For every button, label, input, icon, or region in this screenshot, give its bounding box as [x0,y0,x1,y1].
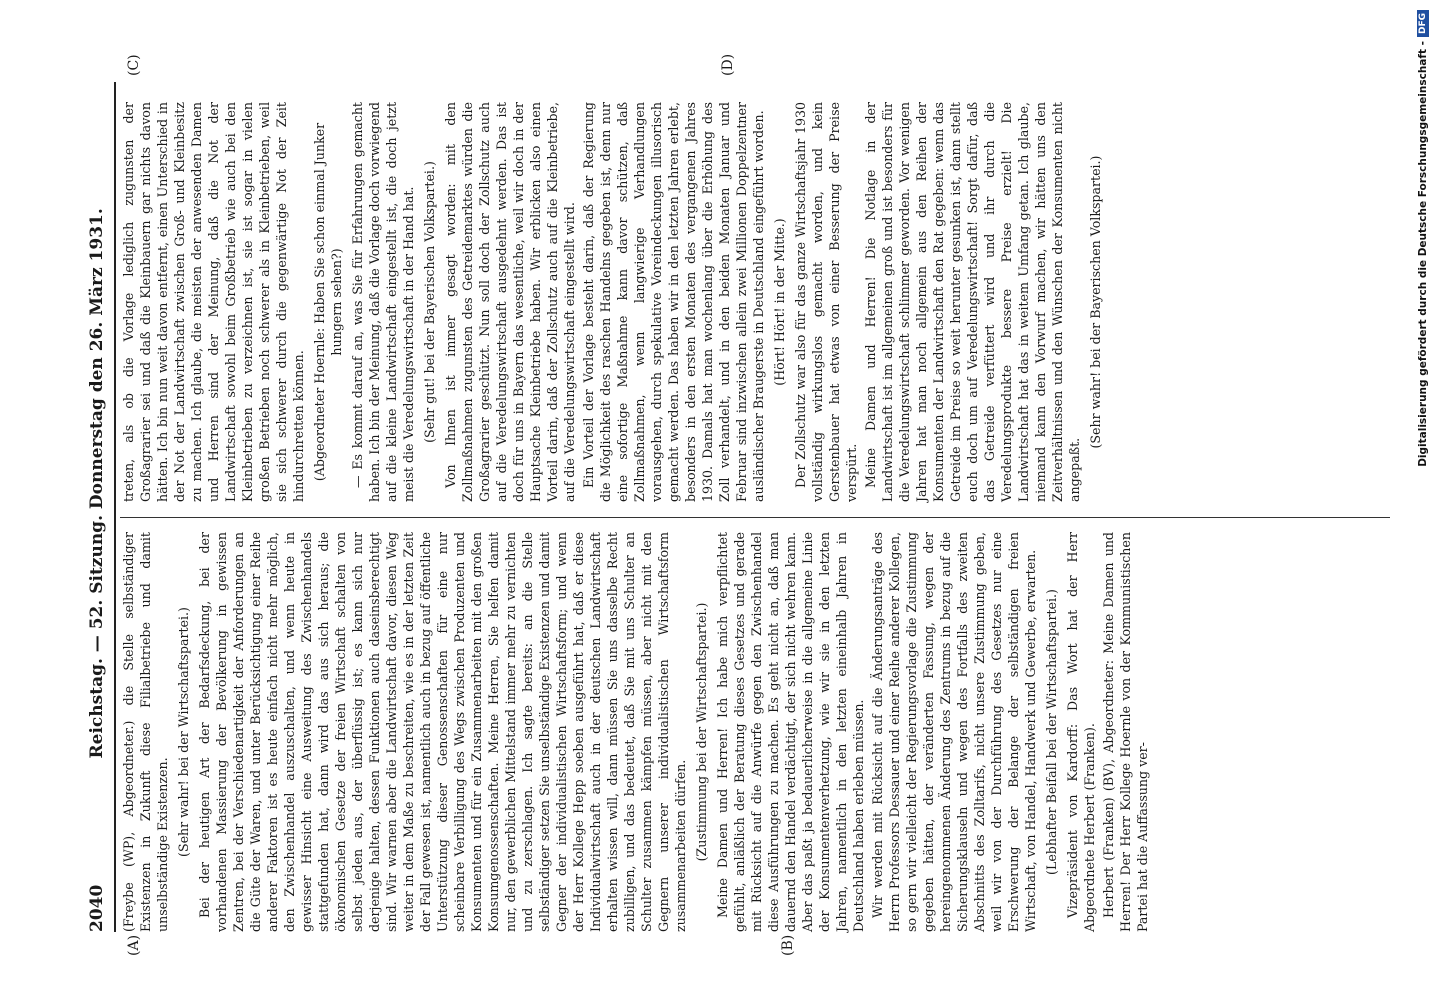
left-text-column [120,532,1153,932]
rotated-document-page [80,53,1400,956]
paragraph: Vizepräsident von Kardorff: Das Wort hat der Herr Abgeordnete Herbert (Franken). [1065,532,1097,932]
interjection: (Zustimmung bei der Wirtschaftspartei.) [694,602,709,862]
margin-marker-d: (D) [720,53,736,76]
column-divider [120,517,1390,518]
interjection: (Abgeordneter Hoernle: Haben Sie schon einmal Junker hungern sehen?) [312,122,344,482]
paragraph: Ein Vorteil der Vorlage besteht darin, daß der Regierung die Möglichkeit des raschen Handelns gegeben ist, denn nur eine sofortige Maßnahme kann davor schützen, daß Zollmaßnahmen, wenn langwierige Verhandlungen vorausgehen, durch spekulative Voreindeckungen illusorisch gemacht werden. Das haben wir in den letzten Jahren erlebt, besonders in den ersten Monaten des vergangenen Jahres 1930. Damals hat man wochenlang über die Erhöhung des Zoll verhandelt, und in den beiden Monaten Januar und Februar sind inzwischen allein zwei Millionen Doppelzentner ausländischer Braugerste in Deutschland eingeführt worden. [581,102,766,502]
interjection: (Lebhafter Beifall bei der Wirtschaftspartei.) [1044,589,1059,875]
page-number: 2040 [87,884,107,932]
running-header [80,82,116,932]
paragraph: Der Zollschutz war also für das ganze Wirtschaftsjahr 1930 vollständig wirkungslos gemacht worden, und kein Gerstenbauer hat etwas von einer Besserung der Preise verspürt. [793,102,859,502]
margin-marker-b: (B) [780,934,796,956]
paragraph: — Es kommt darauf an, was Sie für Erfahrungen gemacht haben. Ich bin der Meinung, daß die Vorlage doch vorwiegend auf die kleine Landwirtschaft eingestellt ist, die doch jetzt meist die Veredelungswirtschaft in der Hand hat. [350,102,416,502]
paragraph: treten, als ob die Vorlage lediglich zugunsten der Großagrarier sei und daß die Kleinbauern gar nichts davon hätten. Ich bin nun weit davon entfernt, einen Unterschied in der Not der Landwirtschaft zwischen Groß- und Kleinbesitz zu machen. Ich glaube, die meisten der anwesenden Damen und Herren sind der Meinung, daß die Not der Landwirtschaft sowohl beim Großbetrieb wie auch bei den Kleinbetrieben zu verzeichnen ist, sie ist sogar in vielen großen Betrieben noch schwerer als in Kleinbetrieben, weil sie sich schwerer durch die gegenwärtige Not der Zeit hindurchretten können. [121,102,306,502]
funding-notice [1412,10,1434,990]
funding-notice-text: Digitalisierung gefördert durch die Deutsche Forschungsgemeinschaft - [1417,41,1429,467]
margin-marker-c: (C) [126,54,142,76]
paragraph: (Freybe (WP), Abgeordneter.) die Stelle selbständiger Existenzen in Zukunft diese Filialbetriebe und damit unselbständige Existenzen. [121,532,170,932]
interjection: (Sehr wahr! bei der Wirtschaftspartei.) [176,607,191,857]
paragraph: Meine Damen und Herren! Ich habe mich verpflichtet gefühlt, anläßlich der Beratung dieses Gesetzes und gerade mit Rücksicht auf die Anwürfe gegen den Zwischenhandel diese Ausführungen zu machen. Es geht nicht an, daß man dauernd den Handel verdächtigt, der sich nicht wehren kann. Aber das paßt ja bedauerlicherweise in die allgemeine Linie der Konsumentenverhetzung, wie wir sie in den letzten Jahren, namentlich in den letzten eineinhalb Jahren in Deutschland haben erleben müssen. [715,532,866,932]
page-title: Reichstag. — 52. Sitzung. Donnerstag den 26. März 1931. [87,208,107,759]
right-text-column [120,102,1108,502]
paragraph: Von Ihnen ist immer gesagt worden: mit den Zollmaßnahmen zugunsten des Getreidemarktes würden die Großagrarier geschützt. Nun soll doch der Zollschutz auch auf die Veredelungswirtschaft ausgedehnt werden. Das ist doch für uns in Bayern das wesentliche, weil wir doch in der Hauptsache Kleinbetriebe haben. Wir erblicken also einen Vorteil darin, daß der Zollschutz auch auf die Kleinbetriebe, auf die Veredelungswirtschaft eingestellt wird. [443,102,577,502]
margin-marker-a: (A) [126,934,142,956]
interjection: (Sehr gut! bei der Bayerischen Volkspartei.) [422,161,437,443]
dfg-logo-icon: DFG [1417,10,1429,37]
paragraph: Bei der heutigen Art der Bedarfsdeckung, bei der vorhandenen Massierung der Bevölkerung in gewissen Zentren, bei der Verschiedenartigkeit der Anforderungen an die Güte der Waren, und unter Berücksichtigung einer Reihe anderer Faktoren ist es heute einfach nicht mehr möglich, den Zwischenhandel auszuschalten, und wenn heute in gewisser Hinsicht eine Ausweitung des Zwischenhandels stattgefunden hat, dann wird das aus sich heraus; die ökonomischen Gesetze der freien Wirtschaft schalten von selbst jeden aus, der überflüssig ist; es kann sich nur derjenige halten, dessen Funktionen auch daseinsberechtigt sind. Wir warnen aber die Landwirtschaft davor, diesen Weg weiter in dem Maße zu beschreiten, wie es in der letzten Zeit der Fall gewesen ist, namentlich auch in bezug auf öffentliche Unterstützung dieser Genossenschaften für eine nur scheinbare Verbilligung des Wegs zwischen Produzenten und Konsumenten und für ein Zusammenarbeiten mit den großen Konsumgenossenschaften. Meine Herren, Sie helfen damit nur, den gewerblichen Mittelstand immer mehr zu vernichten und zu zerschlagen. Ich sagte bereits: an die Stelle selbständiger setzen Sie unselbständige Existenzen und damit Gegner der individualistischen Wirtschaftsform; und wenn der Herr Kollege Hepp soeben ausgeführt hat, daß er diese Individualwirtschaft auch in der deutschen Landwirtschaft erhalten wissen will, dann müssen Sie uns dasselbe Recht zubilligen, und das bedeutet, daß Sie mit uns Schulter an Schulter zusammen kämpfen müssen, aber nicht mit den Gegnern unserer individualistischen Wirtschaftsform zusammenarbeiten dürfen. [197,532,688,932]
interjection: (Sehr wahr! bei der Bayerischen Volkspartei.) [1088,155,1103,449]
paragraph: Herbert (Franken) (BV), Abgeordneter: Meine Damen und Herren! Der Herr Kollege Hoernle von der Kommunistischen Partei hat die Auffassung ver- [1101,532,1150,932]
interjection: (Hört! Hört! in der Mitte.) [772,218,787,386]
paragraph: Meine Damen und Herren! Die Notlage in der Landwirtschaft ist im allgemeinen groß und ist besonders für die Veredelungswirtschaft schlimmer geworden. Vor wenigen Jahren hat man noch allgemein aus den Reihen der Konsumenten der Landwirtschaft den Rat gegeben: wenn das Getreide im Preise so weit herunter gesunken ist, dann stellt euch doch um auf Veredelungswirtschaft! Sorgt dafür, daß das Getreide verfüttert wird und ihr durch die Veredelungsprodukte bessere Preise erzielt! Die Landwirtschaft hat das in weitem Umfang getan. Ich glaube, niemand kann den Vorwurf machen, wir hätten uns den Zeitverhältnissen und den Wünschen der Konsumenten nicht angepaßt. [863,102,1082,502]
paragraph: Wir werden mit Rücksicht auf die Änderungsanträge des Herrn Professors Dessauer und einer Reihe anderer Kollegen, so gern wir vielleicht der Regierungsvorlage die Zustimmung gegeben hätten, der veränderten Fassung, wegen der hereingenommenen Änderung des Zentrums in bezug auf die Sicherungsklauseln und wegen des Fortfalls des zweiten Abschnitts des Zolltarifs, nicht unsere Zustimmung geben, weil wir von der Durchführung des Gesetzes nur eine Erschwerung der Belange der selbständigen freien Wirtschaft, von Handel, Handwerk und Gewerbe, erwarten. [870,532,1038,932]
